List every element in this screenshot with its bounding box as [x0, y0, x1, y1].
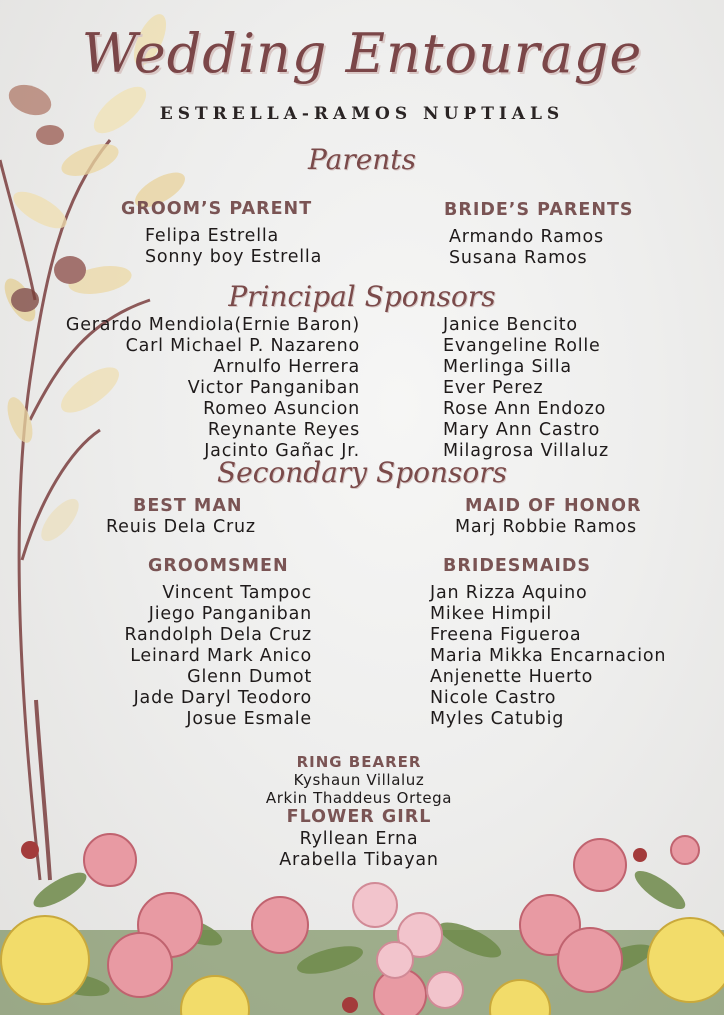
sponsor-name: Rose Ann Endozo [443, 399, 607, 419]
bridesmaids-list [430, 583, 666, 730]
card-title: Wedding Entourage [81, 22, 643, 85]
bridesmaid-name: Myles Catubig [430, 709, 565, 729]
groomsmen-heading: GROOMSMEN [148, 556, 289, 576]
bridesmaid-name: Maria Mikka Encarnacion [430, 646, 667, 666]
maid-of-honor-heading: MAID OF HONOR [465, 496, 642, 516]
sponsor-name: Jacinto Gañac Jr. [204, 441, 360, 461]
sponsor-name: Carl Michael P. Nazareno [125, 336, 360, 356]
sponsor-name: Ever Perez [443, 378, 544, 398]
bridesmaids-heading: BRIDESMAIDS [443, 556, 592, 576]
groom-parent-name: Felipa Estrella [145, 226, 280, 246]
bridesmaid-name: Jan Rizza Aquino [430, 583, 588, 603]
groomsman-name: Vincent Tampoc [162, 583, 312, 603]
sponsor-name: Janice Bencito [443, 315, 578, 335]
sponsor-name: Merlinga Silla [443, 357, 572, 377]
parents-section-title: Parents [308, 143, 416, 176]
sponsor-name: Reynante Reyes [207, 420, 360, 440]
principal-sponsors-title: Principal Sponsors [228, 280, 496, 313]
groom-parent-name: Sonny boy Estrella [145, 247, 323, 267]
groomsman-name: Josue Esmale [186, 709, 312, 729]
groomsman-name: Leinard Mark Anico [130, 646, 312, 666]
groomsman-name: Randolph Dela Cruz [124, 625, 312, 645]
groomsmen-list [124, 583, 312, 730]
groomsman-name: Jiego Panganiban [148, 604, 312, 624]
bridesmaid-name: Mikee Himpil [430, 604, 553, 624]
sponsor-name: Victor Panganiban [187, 378, 360, 398]
flower-girl-heading: FLOWER GIRL [286, 807, 432, 827]
best-man-name: Reuis Dela Cruz [106, 517, 256, 537]
ring-bearer-heading: RING BEARER [296, 753, 422, 771]
bride-parents-heading: BRIDE’S PARENTS [444, 200, 634, 220]
sponsor-name: Milagrosa Villaluz [443, 441, 610, 461]
bridesmaid-name: Nicole Castro [430, 688, 557, 708]
sponsor-name: Romeo Asuncion [203, 399, 360, 419]
bride-parent-name: Armando Ramos [449, 227, 604, 247]
sponsor-name: Mary Ann Castro [443, 420, 601, 440]
flower-girl-name: Ryllean Erna [299, 829, 419, 849]
sponsor-name: Arnulfo Herrera [213, 357, 360, 377]
groomsman-name: Jade Daryl Teodoro [133, 688, 312, 708]
groom-parent-names [145, 226, 322, 268]
maid-of-honor-name: Marj Robbie Ramos [455, 517, 637, 537]
card-subtitle: ESTRELLA-RAMOS NUPTIALS [159, 104, 565, 124]
principal-sponsors-left [66, 315, 360, 462]
bride-parents-names [449, 227, 604, 269]
principal-sponsors-right [443, 315, 609, 462]
bride-parent-name: Susana Ramos [449, 248, 588, 268]
best-man-heading: BEST MAN [133, 496, 243, 516]
groom-parent-heading: GROOM’S PARENT [121, 199, 313, 219]
ring-bearer-block [0, 753, 718, 871]
sponsor-name: Evangeline Rolle [443, 336, 601, 356]
sponsor-name: Gerardo Mendiola(Ernie Baron) [65, 315, 360, 335]
ring-bearer-name: Kyshaun Villaluz [293, 771, 425, 789]
secondary-sponsors-title: Secondary Sponsors [216, 456, 508, 489]
ring-bearer-name: Arkin Thaddeus Ortega [265, 789, 453, 807]
flower-girl-name: Arabella Tibayan [279, 850, 439, 870]
bridesmaid-name: Freena Figueroa [430, 625, 582, 645]
bridesmaid-name: Anjenette Huerto [430, 667, 594, 687]
groomsman-name: Glenn Dumot [187, 667, 312, 687]
